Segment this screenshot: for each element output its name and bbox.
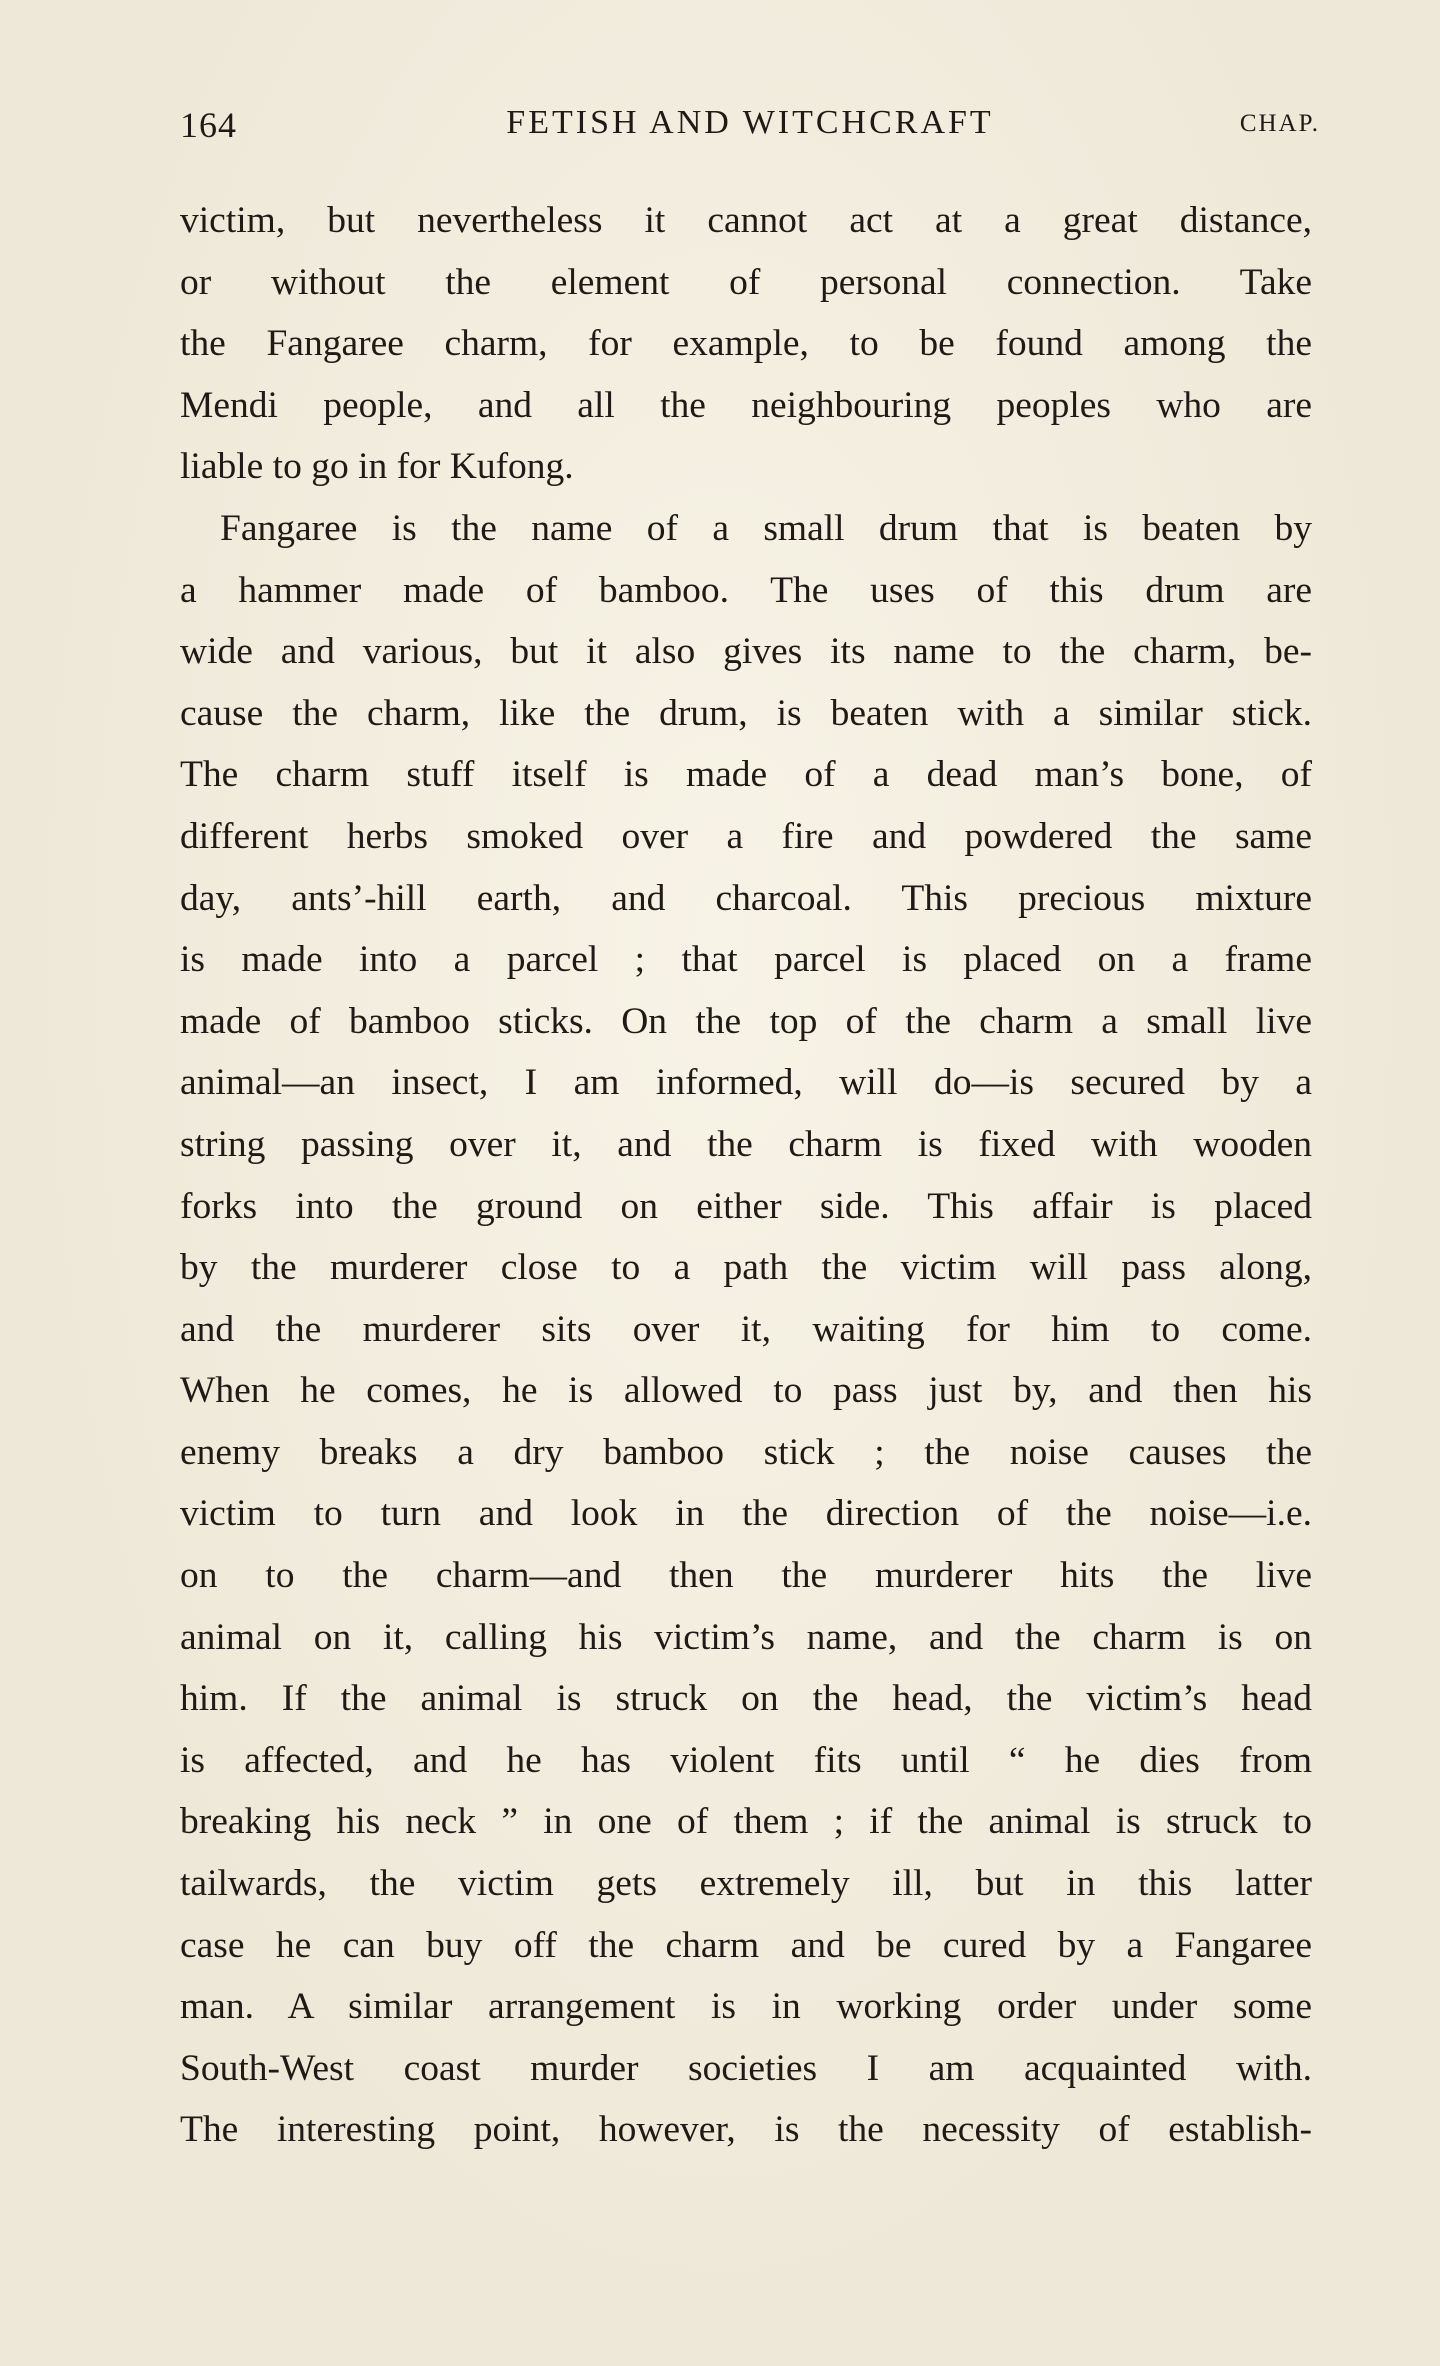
text-line: South-West coast murder societies I am acquainted with. bbox=[180, 2047, 1312, 2089]
text-line: breaking his neck ” in one of them ; if the animal is struck to bbox=[180, 1801, 1312, 1843]
text-line: him. If the animal is struck on the head, the victim’s head bbox=[180, 1678, 1312, 1720]
text-line: man. A similar arrangement is in working order under some bbox=[180, 1986, 1312, 2028]
text-line: is affected, and he has violent fits until “ he dies from bbox=[180, 1739, 1312, 1781]
text-line: a hammer made of bamboo. The uses of this drum are bbox=[180, 569, 1312, 611]
text-line: day, ants’-hill earth, and charcoal. This precious mixture bbox=[180, 877, 1312, 919]
text-line: The interesting point, however, is the necessity of establish- bbox=[180, 2109, 1312, 2151]
paragraph-start-line: Fangaree is the name of a small drum that is beaten by bbox=[220, 507, 1312, 549]
text-line: string passing over it, and the charm is fixed with wooden bbox=[180, 1123, 1312, 1165]
text-line: animal on it, calling his victim’s name, and the charm is on bbox=[180, 1616, 1312, 1658]
text-line: wide and various, but it also gives its name to the charm, be- bbox=[180, 631, 1312, 673]
text-line: the Fangaree charm, for example, to be found among the bbox=[180, 323, 1312, 365]
chapter-label: CHAP. bbox=[1239, 110, 1320, 137]
text-line: cause the charm, like the drum, is beaten with a similar stick. bbox=[180, 692, 1312, 734]
page-number: 164 bbox=[180, 105, 237, 145]
text-line: different herbs smoked over a fire and powdered the same bbox=[180, 815, 1312, 857]
text-line: and the murderer sits over it, waiting for him to come. bbox=[180, 1308, 1312, 1350]
text-line: Mendi people, and all the neighbouring peoples who are bbox=[180, 384, 1312, 426]
text-line: enemy breaks a dry bamboo stick ; the noise causes the bbox=[180, 1431, 1312, 1473]
running-head bbox=[180, 104, 1320, 154]
body-text bbox=[180, 190, 1312, 2161]
text-line: When he comes, he is allowed to pass just by, and then his bbox=[180, 1370, 1312, 1412]
text-line: made of bamboo sticks. On the top of the charm a small live bbox=[180, 1000, 1312, 1042]
text-line: on to the charm—and then the murderer hits the live bbox=[180, 1555, 1312, 1597]
text-line: is made into a parcel ; that parcel is placed on a frame bbox=[180, 939, 1312, 981]
text-line: case he can buy off the charm and be cured by a Fangaree bbox=[180, 1924, 1312, 1966]
text-line: by the murderer close to a path the victim will pass along, bbox=[180, 1247, 1312, 1289]
text-line: victim, but nevertheless it cannot act at a great distance, bbox=[180, 200, 1312, 241]
text-line: victim to turn and look in the direction of the noise—i.e. bbox=[180, 1493, 1312, 1535]
paragraph-end-line: liable to go in for Kufong. bbox=[180, 446, 574, 488]
running-title: FETISH AND WITCHCRAFT bbox=[506, 104, 994, 141]
text-line: The charm stuff itself is made of a dead man’s bone, of bbox=[180, 754, 1312, 796]
text-line: tailwards, the victim gets extremely ill, but in this latter bbox=[180, 1863, 1312, 1905]
text-line: animal—an insect, I am informed, will do—is secured by a bbox=[180, 1062, 1312, 1104]
text-line: or without the element of personal connection. Take bbox=[180, 261, 1312, 303]
text-line: forks into the ground on either side. This affair is placed bbox=[180, 1185, 1312, 1227]
